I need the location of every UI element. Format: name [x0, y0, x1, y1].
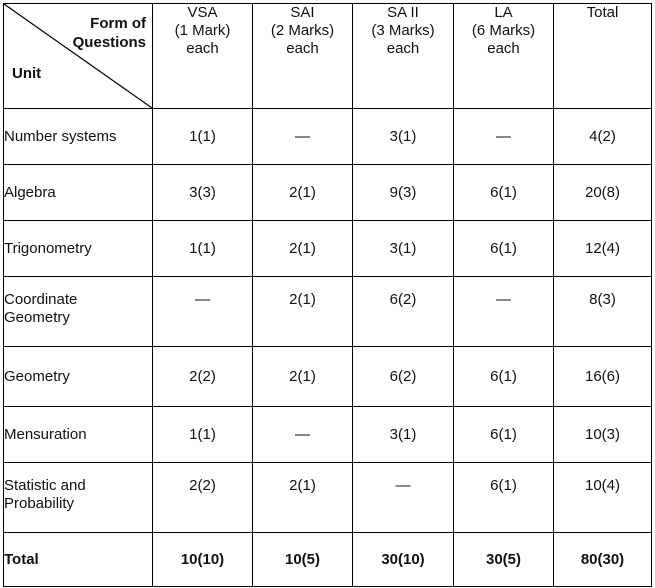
column-header-title: Total: [586, 4, 619, 21]
saii-cell: 3(1): [353, 221, 454, 277]
saii-cell: 9(3): [353, 165, 454, 221]
total-cell: 4(2): [554, 109, 652, 165]
header-row: [4, 4, 652, 109]
column-header-vsa: [153, 4, 253, 109]
column-header-marks: (6 Marks): [471, 22, 536, 39]
unit-line: Probability: [4, 495, 75, 512]
vsa-cell: 2(2): [153, 463, 253, 533]
corner-header-cell: [4, 4, 153, 109]
unit-label: Unit: [12, 65, 42, 82]
la-cell: —: [454, 277, 554, 347]
vsa-cell: 1(1): [153, 407, 253, 463]
column-header-title: VSA: [187, 4, 218, 21]
unit-cell: Number systems: [4, 109, 153, 165]
unit-line: Statistic and: [4, 477, 86, 494]
unit-cell: [4, 277, 153, 347]
column-header-marks: (1 Mark): [174, 22, 231, 39]
table-row: [4, 463, 652, 533]
total-cell: 12(4): [554, 221, 652, 277]
la-cell: 6(1): [454, 221, 554, 277]
sai-cell: 2(1): [253, 347, 353, 407]
column-header-marks: (3 Marks): [371, 22, 435, 39]
column-header-title: SAI: [290, 4, 315, 21]
unit-cell: Geometry: [4, 347, 153, 407]
saii-cell: 3(1): [353, 407, 454, 463]
sai-cell: 2(1): [253, 277, 353, 347]
total-cell: 8(3): [554, 277, 652, 347]
sai-cell: 2(1): [253, 463, 353, 533]
column-header-sai: [253, 4, 353, 109]
table-row: [4, 407, 652, 463]
unit-line: Geometry: [4, 309, 70, 326]
la-cell: 6(1): [454, 407, 554, 463]
table-row: [4, 221, 652, 277]
la-cell: —: [454, 109, 554, 165]
vsa-total-cell: 10(10): [153, 533, 253, 587]
sai-cell: 2(1): [253, 165, 353, 221]
column-header-la: [454, 4, 554, 109]
sai-cell: —: [253, 109, 353, 165]
column-header-each: each: [286, 40, 319, 57]
la-cell: 6(1): [454, 463, 554, 533]
column-header-each: each: [186, 40, 219, 57]
saii-cell: 3(1): [353, 109, 454, 165]
blueprint-table: [3, 3, 652, 587]
vsa-cell: 3(3): [153, 165, 253, 221]
column-header-total: [554, 4, 652, 109]
column-header-title: LA: [494, 4, 513, 21]
vsa-cell: 1(1): [153, 221, 253, 277]
saii-cell: —: [353, 463, 454, 533]
saii-total-cell: 30(10): [353, 533, 454, 587]
column-header-title: SA II: [387, 4, 419, 21]
total-cell: 20(8): [554, 165, 652, 221]
total-cell: 10(4): [554, 463, 652, 533]
la-cell: 6(1): [454, 165, 554, 221]
unit-line: Coordinate: [4, 291, 78, 308]
form-of-questions-label: Form of Questions: [72, 15, 146, 51]
saii-cell: 6(2): [353, 347, 454, 407]
sai-cell: —: [253, 407, 353, 463]
table-row: [4, 347, 652, 407]
column-header-each: each: [386, 40, 420, 57]
unit-cell: Mensuration: [4, 407, 153, 463]
vsa-cell: 1(1): [153, 109, 253, 165]
saii-cell: 6(2): [353, 277, 454, 347]
sai-total-cell: 10(5): [253, 533, 353, 587]
unit-cell: [4, 463, 153, 533]
total-label: Total: [4, 533, 153, 587]
column-header-saii: [353, 4, 454, 109]
table-row: [4, 165, 652, 221]
total-row: [4, 533, 652, 587]
la-cell: 6(1): [454, 347, 554, 407]
column-header-marks: (2 Marks): [270, 22, 335, 39]
table-row: [4, 277, 652, 347]
unit-cell: Algebra: [4, 165, 153, 221]
column-header-each: each: [487, 40, 520, 57]
la-total-cell: 30(5): [454, 533, 554, 587]
total-cell: 10(3): [554, 407, 652, 463]
sai-cell: 2(1): [253, 221, 353, 277]
total-cell: 16(6): [554, 347, 652, 407]
unit-cell: Trigonometry: [4, 221, 153, 277]
table-row: [4, 109, 652, 165]
vsa-cell: —: [153, 277, 253, 347]
vsa-cell: 2(2): [153, 347, 253, 407]
grand-total-cell: 80(30): [554, 533, 652, 587]
